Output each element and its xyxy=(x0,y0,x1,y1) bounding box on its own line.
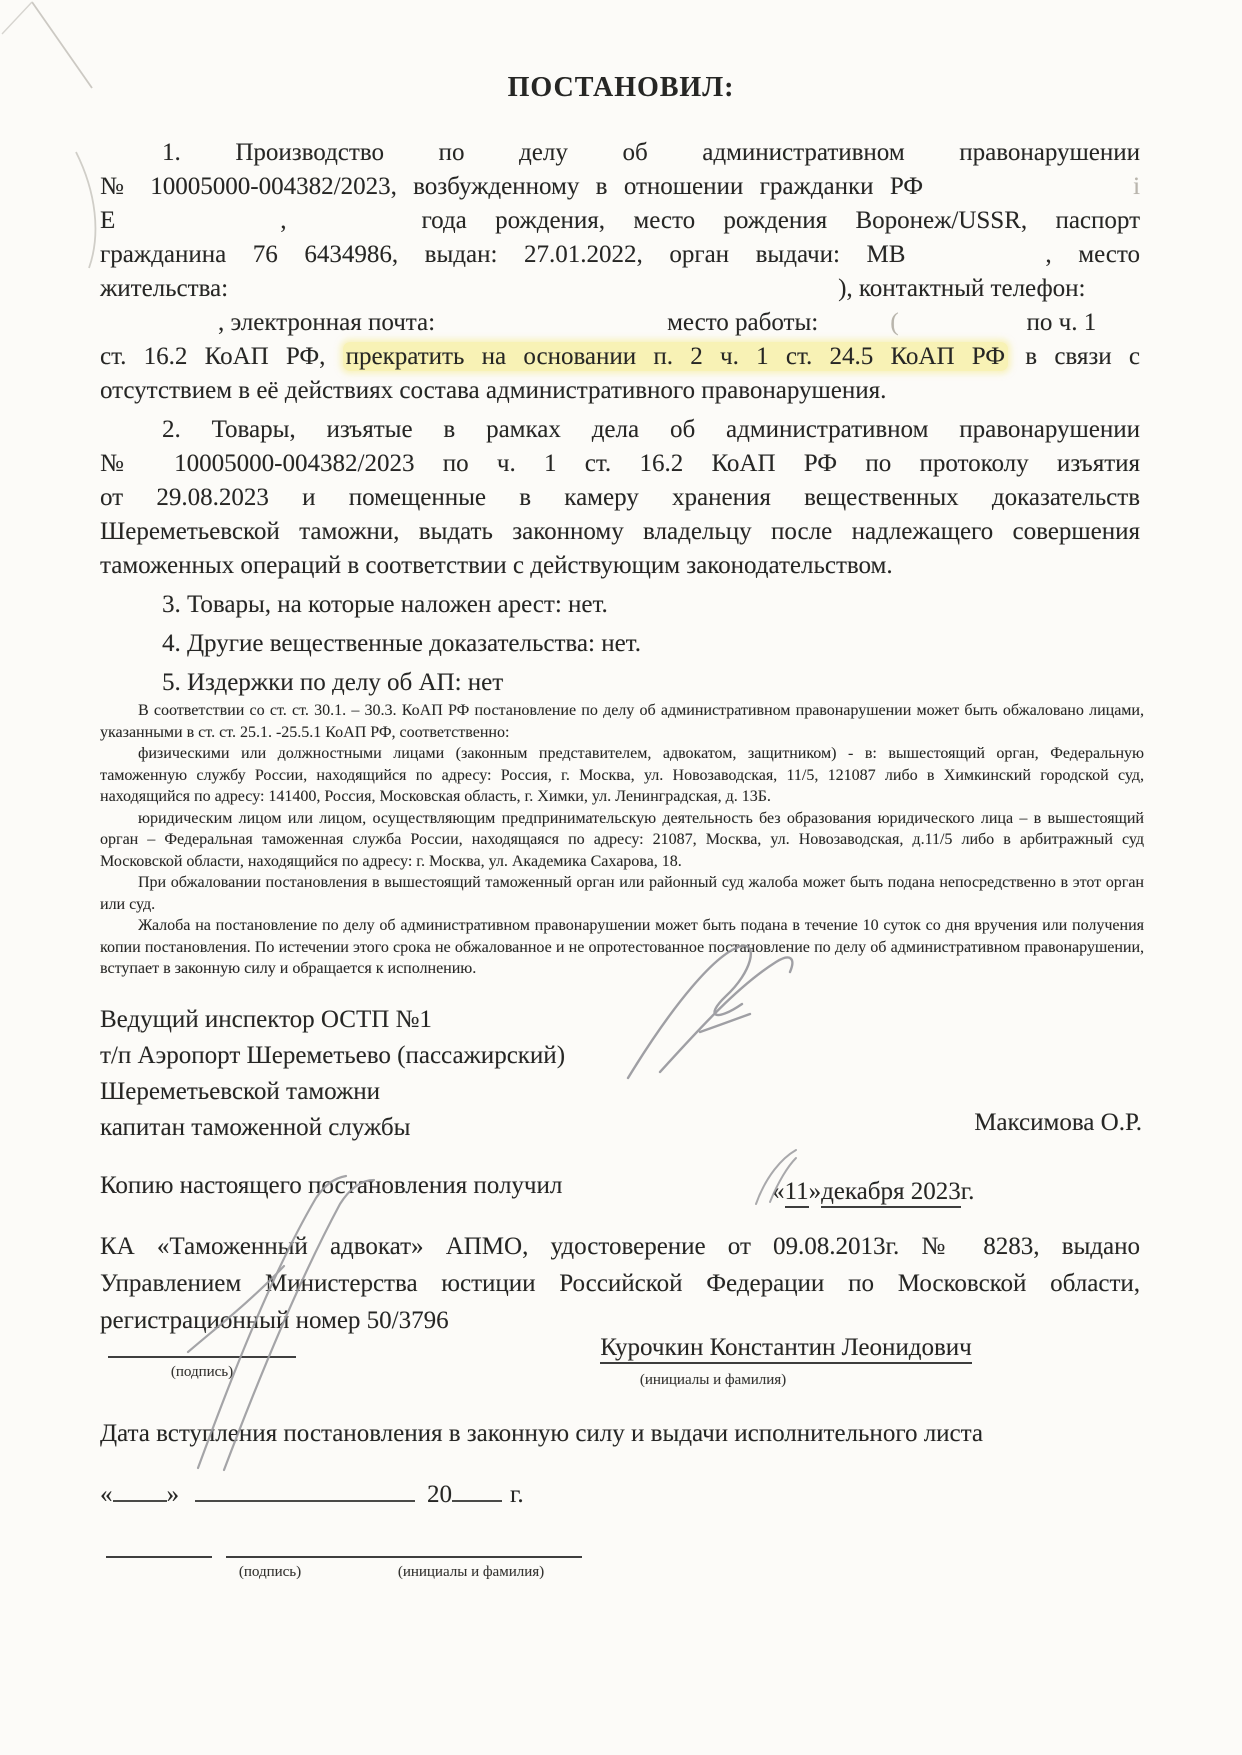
received-day: 11 xyxy=(785,1178,809,1208)
quote-open: « xyxy=(772,1178,785,1205)
signature-line xyxy=(106,1556,212,1558)
item-3-arrested-goods xyxy=(100,588,1140,622)
redacted-blank xyxy=(100,610,162,612)
signature-caption: (подпись) xyxy=(170,1364,234,1380)
body-line xyxy=(100,306,1140,340)
appeal-notice-fine-print xyxy=(100,700,1144,980)
body-line xyxy=(100,549,1140,583)
highlighted-text: прекратить на основании п. 2 ч. 1 ст. 24.5 КоАП РФ xyxy=(343,342,1008,371)
redacted-blank xyxy=(100,328,218,330)
year-prefix: 20 xyxy=(427,1481,452,1508)
year-letter: г. xyxy=(510,1481,524,1508)
body-text: от 29.08.2023 и помещенные в камеру хранения вещественных доказательств xyxy=(100,484,1140,511)
body-line xyxy=(100,588,1140,622)
lawyer-name: Курочкин Константин Леонидович xyxy=(570,1334,1002,1362)
redacted-blank xyxy=(100,158,162,160)
redacted-blank xyxy=(228,294,838,296)
body-text: жительства: xyxy=(100,275,229,302)
officer-post-line: т/п Аэропорт Шереметьево (пассажирский) xyxy=(100,1042,566,1069)
body-line xyxy=(100,272,1140,306)
blank-month-line xyxy=(195,1478,415,1502)
body-line xyxy=(100,136,1140,170)
body-text: отсутствием в её действиях состава административного правонарушения. xyxy=(100,377,887,404)
body-line xyxy=(100,340,1140,374)
body-line xyxy=(100,374,1140,408)
body-text: таможенных операций в соответствии с действующим законодательством. xyxy=(100,552,893,579)
body-line xyxy=(100,238,1140,272)
fine-print-paragraph: физическими или должностными лицами (законным представителем, адвокатом, защитником) - в: вышестоящий орган, Федеральную таможенную службу России, находящийся по адресу: Россия, г. Москва, ул. Новозаводская, 11/5, 121087 либо в Химкинский городской суд, находящийся по адресу: 141400, Россия, Московская область, г. Химки, ул. Ленинградская, д. 13Б. xyxy=(100,745,1144,805)
quote-open: « xyxy=(100,1481,113,1508)
received-month-year: декабря 2023 xyxy=(821,1178,961,1208)
bottom-signature-row xyxy=(100,1540,1140,1600)
lawyer-credentials-paragraph xyxy=(100,1228,1140,1339)
blank-day-line xyxy=(113,1478,167,1502)
officer-customs-line: Шереметьевской таможни xyxy=(100,1078,381,1105)
body-text: Шереметьевской таможни, выдать законному владельцу после надлежащего совершения xyxy=(100,518,1140,545)
redacted-blank xyxy=(818,328,890,330)
lawyer-line: регистрационный номер 50/3796 xyxy=(100,1307,449,1334)
redacted-blank xyxy=(923,192,1133,194)
faint-remnant-char: ( xyxy=(890,309,899,336)
body-text: по ч. 1 xyxy=(1026,309,1097,336)
blank-date-row xyxy=(100,1478,1140,1509)
body-text: , место xyxy=(1045,241,1140,268)
quote-close: » xyxy=(166,1481,179,1508)
signature-line xyxy=(108,1356,296,1358)
redacted-blank xyxy=(100,688,162,690)
fine-print-paragraph: юридическим лицом или лицом, осуществляющим предпринимательскую деятельность без образования юридического лица – в вышестоящий орган – Федеральная таможенная служба России, находящаяся по адресу: 21087, Москва, ул. Новозаводская, д.11/5 либо в арбитражный суд Московской области, находящийся по адресу: г. Москва, ул. Академика Сахарова, 18. xyxy=(100,809,1144,870)
body-text: года рождения, место рождения Воронеж/USSR, паспорт xyxy=(421,207,1140,234)
body-line xyxy=(100,666,1140,700)
officer-position-line: Ведущий инспектор ОСТП №1 xyxy=(100,1006,432,1033)
item-1-termination xyxy=(100,136,1140,408)
copy-received-label: Копию настоящего постановления получил xyxy=(100,1172,563,1199)
redacted-blank xyxy=(287,226,422,228)
body-line xyxy=(100,515,1140,549)
body-text: в связи с xyxy=(1008,343,1140,370)
redacted-blank xyxy=(905,260,1045,262)
fine-print-paragraph: При обжаловании постановления в вышестоящий таможенный орган или районный суд жалоба может быть подана непосредственно в этот орган или суд. xyxy=(100,874,1144,913)
redacted-blank xyxy=(100,435,162,437)
body-text: ст. 16.2 КоАП РФ, xyxy=(100,343,343,370)
signature-line xyxy=(226,1556,582,1558)
fold-crease-mark xyxy=(2,2,32,34)
body-text: 4. Другие вещественные доказательства: нет. xyxy=(162,630,641,657)
redacted-blank xyxy=(435,328,667,330)
entry-into-force-line: Дата вступления постановления в законную силу и выдачи исполнительного листа xyxy=(100,1420,983,1447)
issuing-officer-block xyxy=(100,1002,1142,1146)
copy-received-row xyxy=(100,1172,1140,1205)
body-text: место работы: xyxy=(667,309,819,336)
body-text: 3. Товары, на которые наложен арест: нет. xyxy=(162,591,608,618)
initials-caption: (инициалы и фамилия) xyxy=(639,1372,787,1388)
item-4-other-evidence xyxy=(100,627,1140,661)
officer-name: Максимова О.Р. xyxy=(974,1109,1142,1136)
body-text: , электронная почта: xyxy=(218,309,436,336)
body-text: ), контактный телефон: xyxy=(838,275,1086,302)
item-5-costs xyxy=(100,666,1140,700)
received-date xyxy=(772,1178,974,1206)
body-line xyxy=(100,447,1140,481)
body-text: , xyxy=(280,207,287,234)
body-line xyxy=(100,413,1140,447)
page-edge-curl-mark xyxy=(76,152,95,268)
document-title: ПОСТАНОВИЛ: xyxy=(507,72,735,103)
signature-caption: (подпись) xyxy=(238,1564,302,1580)
faint-remnant-char: і xyxy=(1133,173,1140,200)
blank-year-line xyxy=(452,1478,502,1502)
lawyer-line: Управлением Министерства юстиции Российской Федерации по Московской области, xyxy=(100,1270,1140,1297)
redacted-blank xyxy=(100,649,162,651)
year-letter: г. xyxy=(960,1178,975,1205)
body-text: гражданина 76 6434986, выдан: 27.01.2022, орган выдачи: МВ xyxy=(100,241,906,268)
body-text: 2. Товары, изъятые в рамках дела об административном правонарушении xyxy=(162,416,1140,443)
item-2-goods-return xyxy=(100,413,1140,583)
body-line xyxy=(100,627,1140,661)
redacted-blank xyxy=(899,328,1027,330)
body-line xyxy=(100,204,1140,238)
initials-caption: (инициалы и фамилия) xyxy=(397,1564,545,1580)
quote-close: » xyxy=(808,1178,822,1205)
body-text: № 10005000-004382/2023 по ч. 1 ст. 16.2 КоАП РФ по протоколу изъятия xyxy=(100,450,1140,477)
lawyer-line: КА «Таможенный адвокат» АПМО, удостоверение от 09.08.2013г. № 8283, выдано xyxy=(100,1233,1140,1260)
body-text: 5. Издержки по делу об АП: нет xyxy=(162,669,504,696)
resolution-items xyxy=(100,136,1140,700)
lawyer-signature-row xyxy=(100,1334,1140,1404)
fine-print-paragraph: Жалоба на постановление по делу об административном правонарушении может быть подана в течение 10 суток со дня вручения или получения копии постановления. По истечении этого срока не обжалованное и не опротестованное постановление по делу об административном правонарушении, вступает в законную силу и обращается к исполнению. xyxy=(100,917,1144,977)
body-text: Е xyxy=(100,207,116,234)
body-line xyxy=(100,481,1140,515)
body-line xyxy=(100,170,1140,204)
redacted-blank xyxy=(115,226,280,228)
body-text: 1. Производство по делу об административном правонарушении xyxy=(162,139,1140,166)
officer-rank-line: капитан таможенной службы xyxy=(100,1114,411,1141)
fine-print-paragraph: В соответствии со ст. ст. 30.1. – 30.3. КоАП РФ постановление по делу об административном правонарушении может быть обжаловано лицами, указанными в ст. ст. 25.1. -25.5.1 КоАП РФ, соответственно: xyxy=(100,702,1144,741)
body-text: № 10005000-004382/2023, возбужденному в отношении гражданки РФ xyxy=(100,173,924,200)
